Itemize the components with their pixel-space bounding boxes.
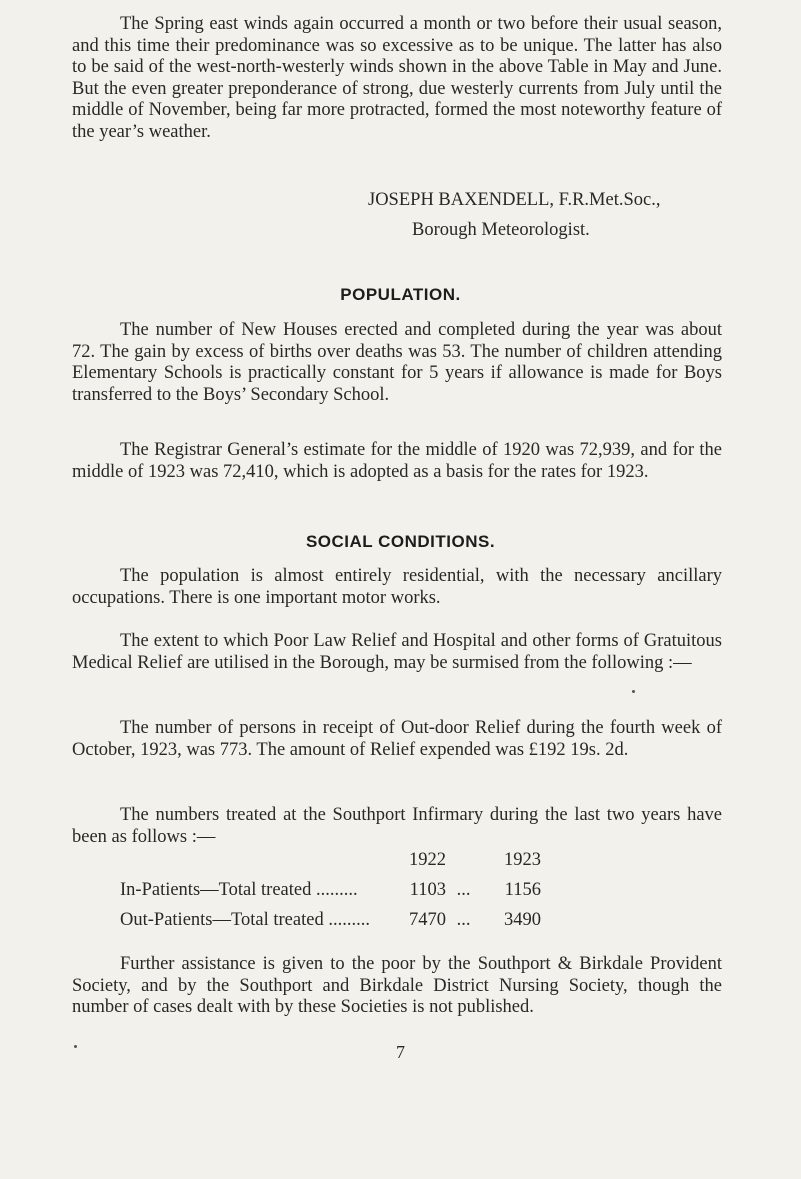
population-paragraph-2-block [72,440,722,483]
table-row [72,910,541,940]
ink-speck [632,690,635,693]
table-row [72,880,541,910]
social-paragraph: The population is almost entirely residential, with the necessary ancillary occupations. There is one important motor works. [72,566,722,608]
page-number: 7 [396,1042,405,1062]
weather-paragraph: The Spring east winds again occurred a month or two before their usual season, and this time their predominance was so excessive as to be unique. The latter has also to be said of the west-north-westerly winds shown in the above Table in May and June. But the even greater preponderance of strong, due westerly currents from July until the middle of November, being far more protracted, formed the most noteworthy feature of the year’s weather. [72,14,722,142]
social-paragraph-3-block [72,718,722,761]
social-paragraph-2-block [72,631,722,674]
value-1922: 7470 [409,910,446,930]
social-paragraph: The number of persons in receipt of Out-door Relief during the fourth week of October, 1923, was 773. The amount of Relief expended was £192 19s. 2d. [72,718,722,760]
signature-name: JOSEPH BAXENDELL, F.R.Met.Soc., [368,190,661,210]
value-1923: 1156 [504,880,541,900]
value-1923: 3490 [504,910,541,930]
table-header-row [72,850,541,880]
social-paragraph-1-block [72,566,722,609]
social-conditions-heading: SOCIAL CONDITIONS. [305,532,496,551]
infirmary-table [72,850,541,940]
social-paragraph-4-block [72,805,722,848]
weather-paragraph-block [72,14,722,144]
row-label-cell [72,880,382,910]
population-paragraph: The Registrar General’s estimate for the middle of 1920 was 72,939, and for the middle of 1923 was 72,410, which is adopted as a basis for the rates for 1923. [72,440,722,482]
social-paragraph: The extent to which Poor Law Relief and Hospital and other forms of Gratuitous Medical Relief are utilised in the Borough, may be surmised from the following :— [72,631,722,673]
separator-dots: ... [456,910,471,930]
closing-paragraph-block [72,954,722,1019]
row-label: Out-Patients—Total treated [120,910,324,930]
row-label-cell [72,910,382,940]
population-heading: POPULATION. [340,285,461,304]
year-header-1923: 1923 [504,850,541,870]
closing-paragraph: Further assistance is given to the poor by the Southport & Birkdale Provident Society, and by the Southport and Birkdale District Nursing Society, though the number of cases dealt with by these Societies is not published. [72,954,722,1018]
dot-leader: ......... [323,910,370,930]
row-label: In-Patients—Total treated [120,880,312,900]
ink-speck [74,1045,77,1048]
population-paragraph: The number of New Houses erected and completed during the year was about 72. The gain by excess of births over deaths was 53. The number of children attending Elementary Schools is practically constant for 5 years if allowance is made for Boys transferred to the Boys’ Secondary School. [72,320,722,405]
social-paragraph: The numbers treated at the Southport Infirmary during the last two years have been as follows :— [72,805,722,847]
dot-leader: ......... [311,880,358,900]
separator-dots: ... [456,880,471,900]
value-1922: 1103 [409,880,446,900]
population-paragraph-1-block [72,320,722,406]
signature-title: Borough Meteorologist. [412,220,590,240]
year-header-1922: 1922 [409,850,446,870]
